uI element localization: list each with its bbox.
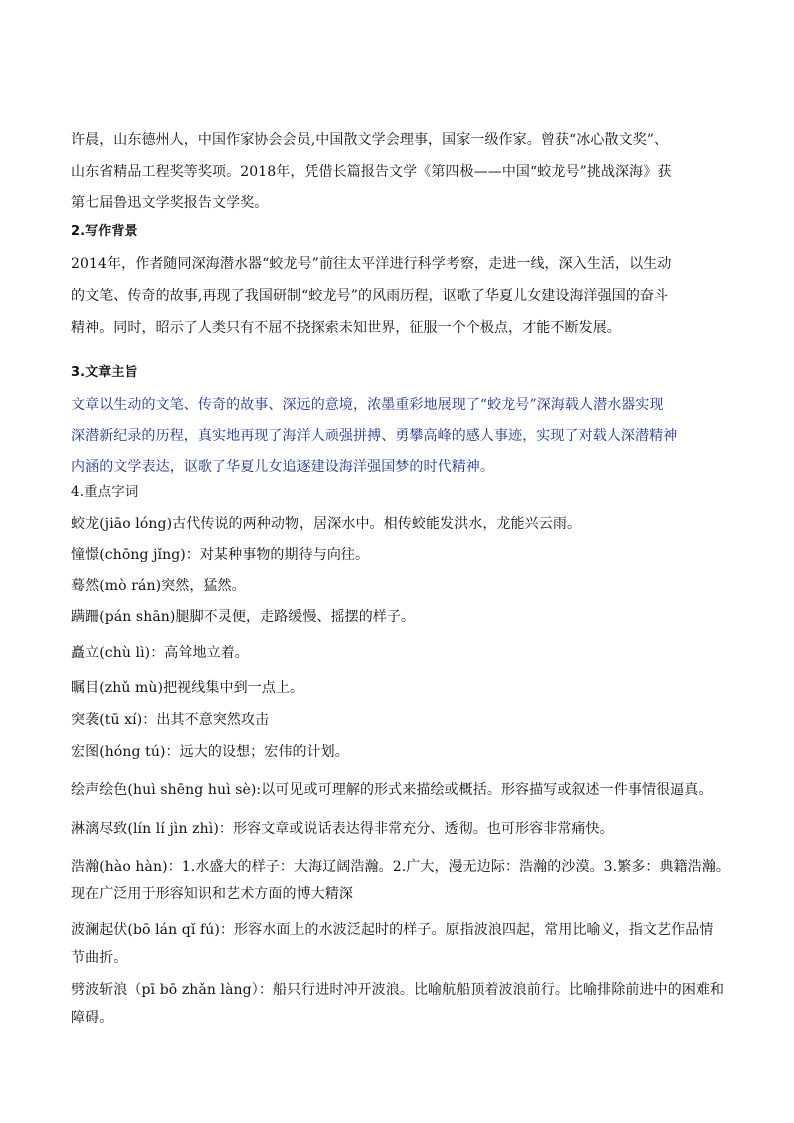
vocab-item: 憧憬(chōng jǐng)：对某种事物的期待与向往。 bbox=[71, 547, 370, 563]
background-line-2: 的文笔、传奇的故事,再现了我国研制“蛟龙号”的风雨历程，讴歌了华夏儿女建设海洋强国的奋斗 bbox=[71, 288, 669, 304]
theme-line-2: 深潜新纪录的历程，真实地再现了海洋人顽强拼搏、勇攀高峰的感人事迹，实现了对载人深潜精神 bbox=[71, 428, 678, 444]
author-line-2: 山东省精品工程奖等奖项。2018年，凭借长篇报告文学《第四极——中国“蛟龙号”挑战深海》获 bbox=[71, 164, 672, 180]
theme-line-1: 文章以生动的文笔、传奇的故事、深远的意境，浓墨重彩地展现了“蛟龙号”深海载人潜水器实现 bbox=[71, 397, 664, 413]
background-line-3: 精神。同时，昭示了人类只有不屈不挠探索未知世界，征服一个个极点，才能不断发展。 bbox=[71, 320, 621, 336]
vocab-item: 浩瀚(hào hàn)：1.水盛大的样子：大海辽阔浩瀚。2.广大，漫无边际：浩瀚的沙漠。3.繁多：典籍浩瀚。 bbox=[71, 859, 731, 875]
vocab-item: 障碍。 bbox=[71, 1010, 114, 1026]
vocab-item: 蹒跚(pán shān)腿脚不灵便，走路缓慢、摇摆的样子。 bbox=[71, 609, 416, 625]
vocab-heading: 4.重点字词 bbox=[71, 484, 139, 500]
vocab-item: 矗立(chù lì)：高耸地立着。 bbox=[71, 645, 249, 661]
theme-line-3: 内涵的文学表达，讴歌了华夏儿女追逐建设海洋强国梦的时代精神。 bbox=[71, 459, 494, 475]
vocab-item: 劈波斩浪（pī bō zhǎn làng）：船只行进时冲开波浪。比喻航船顶着波浪前行。比喻排除前进中的困难和 bbox=[71, 982, 725, 998]
author-line-3: 第七届鲁迅文学奖报告文学奖。 bbox=[71, 195, 269, 211]
vocab-item: 节曲折。 bbox=[71, 950, 128, 966]
vocab-item: 突袭(tū xí)：出其不意突然攻击 bbox=[71, 712, 270, 728]
vocab-item: 宏图(hóng tú)：远大的设想；宏伟的计划。 bbox=[71, 744, 349, 760]
vocab-item: 淋漓尽致(lín lí jìn zhì)：形容文章或说话表达得非常充分、透彻。也可形容非常痛快。 bbox=[71, 821, 614, 837]
background-heading: 2.写作背景 bbox=[71, 224, 138, 239]
vocab-item: 蓦然(mò rán)突然，猛然。 bbox=[71, 578, 246, 594]
background-line-1: 2014年，作者随同深海潜水器“蛟龙号”前往太平洋进行科学考察，走进一线，深入生活，以生动 bbox=[71, 256, 672, 272]
vocab-item: 绘声绘色(huì shēng huì sè):以可见或可理解的形式来描绘或概括。形容描写或叙述一件事情很逼真。 bbox=[71, 782, 713, 798]
vocab-item: 现在广泛用于形容知识和艺术方面的博大精深 bbox=[71, 886, 353, 902]
theme-heading: 3.文章主旨 bbox=[71, 365, 138, 380]
vocab-item: 波澜起伏(bō lán qǐ fú)：形容水面上的水波泛起时的样子。原指波浪四起，常用比喻义，指文艺作品情 bbox=[71, 922, 714, 938]
vocab-item: 瞩目(zhǔ mù)把视线集中到一点上。 bbox=[71, 680, 305, 696]
vocab-item: 蛟龙(jiāo lóng)古代传说的两种动物，居深水中。相传蛟能发洪水，龙能兴云雨。 bbox=[71, 516, 582, 532]
author-line-1: 许晨，山东德州人，中国作家协会会员,中国散文学会理事，国家一级作家。曾获“冰心散文奖”、 bbox=[71, 132, 669, 148]
